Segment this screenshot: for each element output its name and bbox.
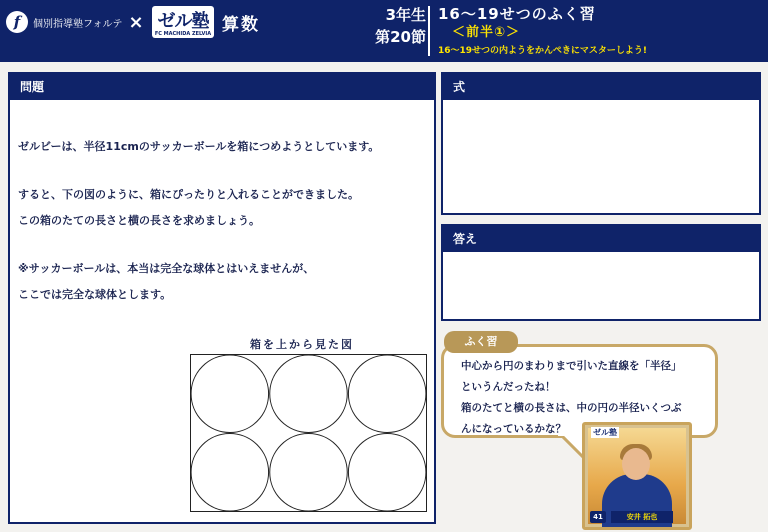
- problem-line: この箱のたての長さと横の長さを求めましょう。: [18, 214, 260, 227]
- problem-note: ここでは完全な球体とします。: [18, 288, 172, 301]
- review-tab: ふく習: [444, 331, 518, 353]
- review-line: というんだったね！: [461, 381, 556, 393]
- brand-forte: [6, 9, 144, 35]
- forte-logo-icon: f: [6, 11, 28, 33]
- unit-title: 16～19せつのふく習: [438, 5, 596, 23]
- header-bar: [0, 0, 768, 62]
- collab-times: ×: [128, 11, 144, 33]
- zeru-logo-subtext: FC MACHIDA ZELVIA: [154, 31, 212, 37]
- kotae-heading: 答え: [443, 226, 759, 252]
- zeru-juku-logo: [152, 6, 214, 38]
- grade-label: 3年生: [385, 6, 426, 24]
- subject-label: 算数: [222, 15, 260, 35]
- problem-heading: 問題: [10, 74, 434, 100]
- player-name: 安井 拓也: [611, 511, 673, 523]
- player-number: 41: [590, 511, 606, 523]
- shiki-panel[interactable]: [441, 72, 761, 215]
- player-card: [582, 422, 692, 530]
- unit-description: 16～19せつの内ようをかんぺきにマスターしよう!: [438, 46, 647, 56]
- review-line: んになっているかな？: [461, 423, 566, 435]
- header-divider: [428, 6, 430, 56]
- card-logo: ゼル塾: [593, 428, 617, 437]
- review-line: 箱のたてと横の長さは、中の円の半径いくつぶ: [461, 402, 682, 414]
- problem-line: ゼルビーは、半径11cmのサッカーボールを箱につめようとしています。: [18, 140, 380, 153]
- player-head: [622, 448, 650, 480]
- kotae-panel[interactable]: [441, 224, 761, 321]
- problem-line: すると、下の図のように、箱にぴったりと入れることができました。: [18, 188, 359, 201]
- shiki-heading: 式: [443, 74, 759, 100]
- brand-name: 個別指導塾フォルテ: [33, 18, 123, 30]
- problem-panel: [8, 72, 436, 524]
- figure-title: 箱を上から見た図: [250, 338, 354, 351]
- review-line: 中心から円のまわりまで引いた直線を「半径」: [461, 360, 682, 372]
- box-figure: [190, 354, 428, 512]
- grade-lesson: [356, 4, 426, 48]
- player-photo: [588, 428, 686, 524]
- zeru-logo-text: ゼル塾: [157, 11, 209, 32]
- unit-part: ＜前半①＞: [452, 25, 521, 40]
- problem-note: ※サッカーボールは、本当は完全な球体とはいえませんが、: [18, 262, 315, 275]
- lesson-label: 第20節: [375, 28, 426, 46]
